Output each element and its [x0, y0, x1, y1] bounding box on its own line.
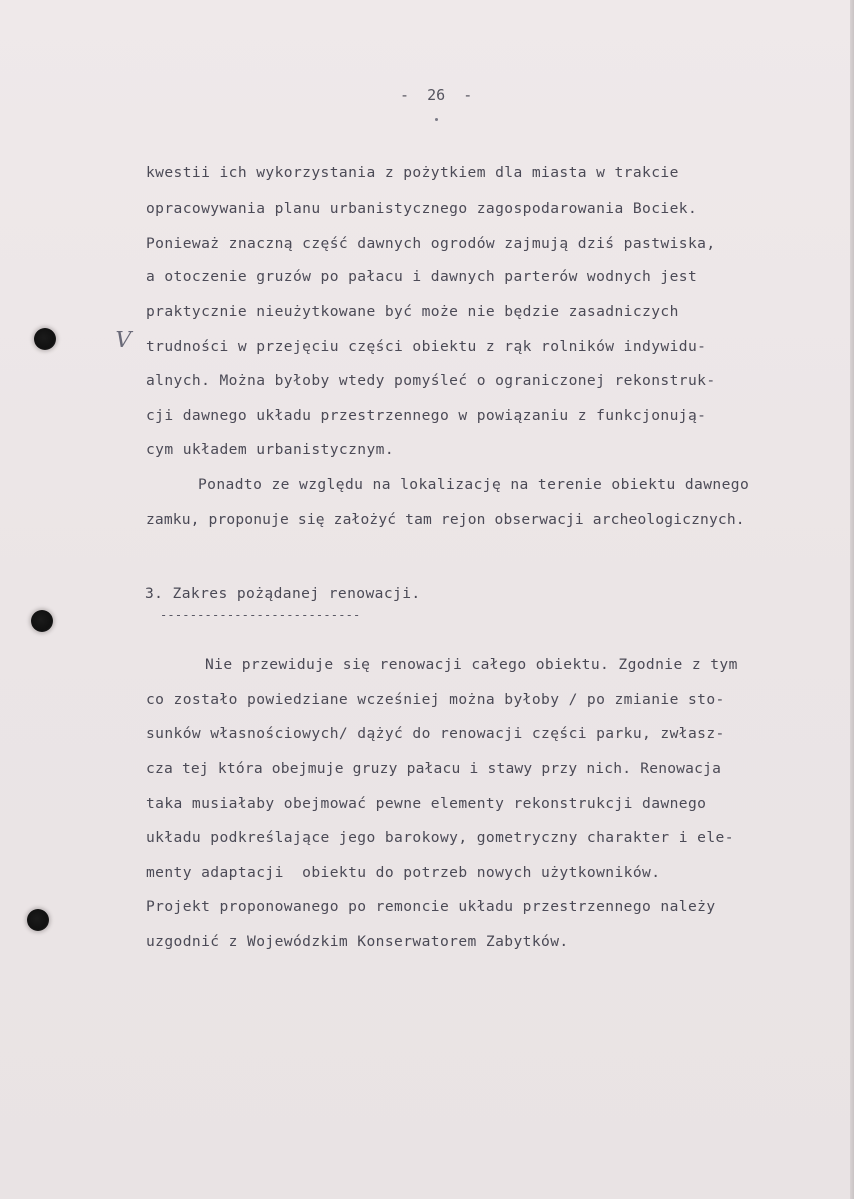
text-line: zamku, proponuje się założyć tam rejon obserwacji archeologicznych. — [146, 511, 745, 528]
text-line: sunków własnościowych/ dążyć do renowacji części parku, zwłasz- — [146, 725, 725, 742]
text-line: kwestii ich wykorzystania z pożytkiem dla miasta w trakcie — [146, 164, 679, 181]
text-line: praktycznie nieużytkowane być może nie będzie zasadniczych — [146, 303, 679, 320]
text-line: cym układem urbanistycznym. — [146, 441, 395, 458]
text-line: opracowywania planu urbanistycznego zagospodarowania Bociek. — [146, 200, 698, 217]
text-line: Projekt proponowanego po remoncie układu przestrzennego należy — [146, 898, 716, 915]
punch-hole — [31, 610, 53, 632]
text-line: uzgodnić z Wojewódzkim Konserwatorem Zabytków. — [146, 933, 569, 950]
text-line: co zostało powiedziane wcześniej można byłoby / po zmianie sto- — [146, 691, 725, 708]
text-line: taka musiałaby obejmować pewne elementy rekonstrukcji dawnego — [146, 795, 707, 812]
page-number: - 26 - — [400, 86, 473, 104]
text-line: menty adaptacji obiektu do potrzeb nowych użytkowników. — [146, 864, 661, 881]
text-line: układu podkreślające jego barokowy, gometryczny charakter i ele- — [146, 829, 734, 846]
margin-check-mark: V — [112, 328, 134, 353]
text-line: cza tej która obejmuje gruzy pałacu i stawy przy nich. Renowacja — [146, 760, 722, 777]
text-line: trudności w przejęciu części obiektu z rąk rolników indywidu- — [146, 338, 707, 355]
text-line: Ponadto ze względu na lokalizację na terenie obiektu dawnego — [198, 476, 750, 493]
text-line: a otoczenie gruzów po pałacu i dawnych parterów wodnych jest — [146, 268, 698, 285]
section-heading: 3. Zakres pożądanej renowacji. — [145, 585, 421, 602]
ink-dot — [435, 118, 438, 121]
punch-hole — [27, 909, 49, 931]
page-edge — [850, 0, 854, 1199]
text-line: Ponieważ znaczną część dawnych ogrodów zajmują dziś pastwiska, — [146, 235, 716, 252]
text-line: cji dawnego układu przestrzennego w powiązaniu z funkcjonują- — [146, 407, 707, 424]
heading-underline: --------------------------- — [160, 608, 361, 622]
text-line: Nie przewiduje się renowacji całego obiektu. Zgodnie z tym — [205, 656, 738, 673]
punch-hole — [34, 328, 56, 350]
text-line: alnych. Można byłoby wtedy pomyśleć o ograniczonej rekonstruk- — [146, 372, 716, 389]
